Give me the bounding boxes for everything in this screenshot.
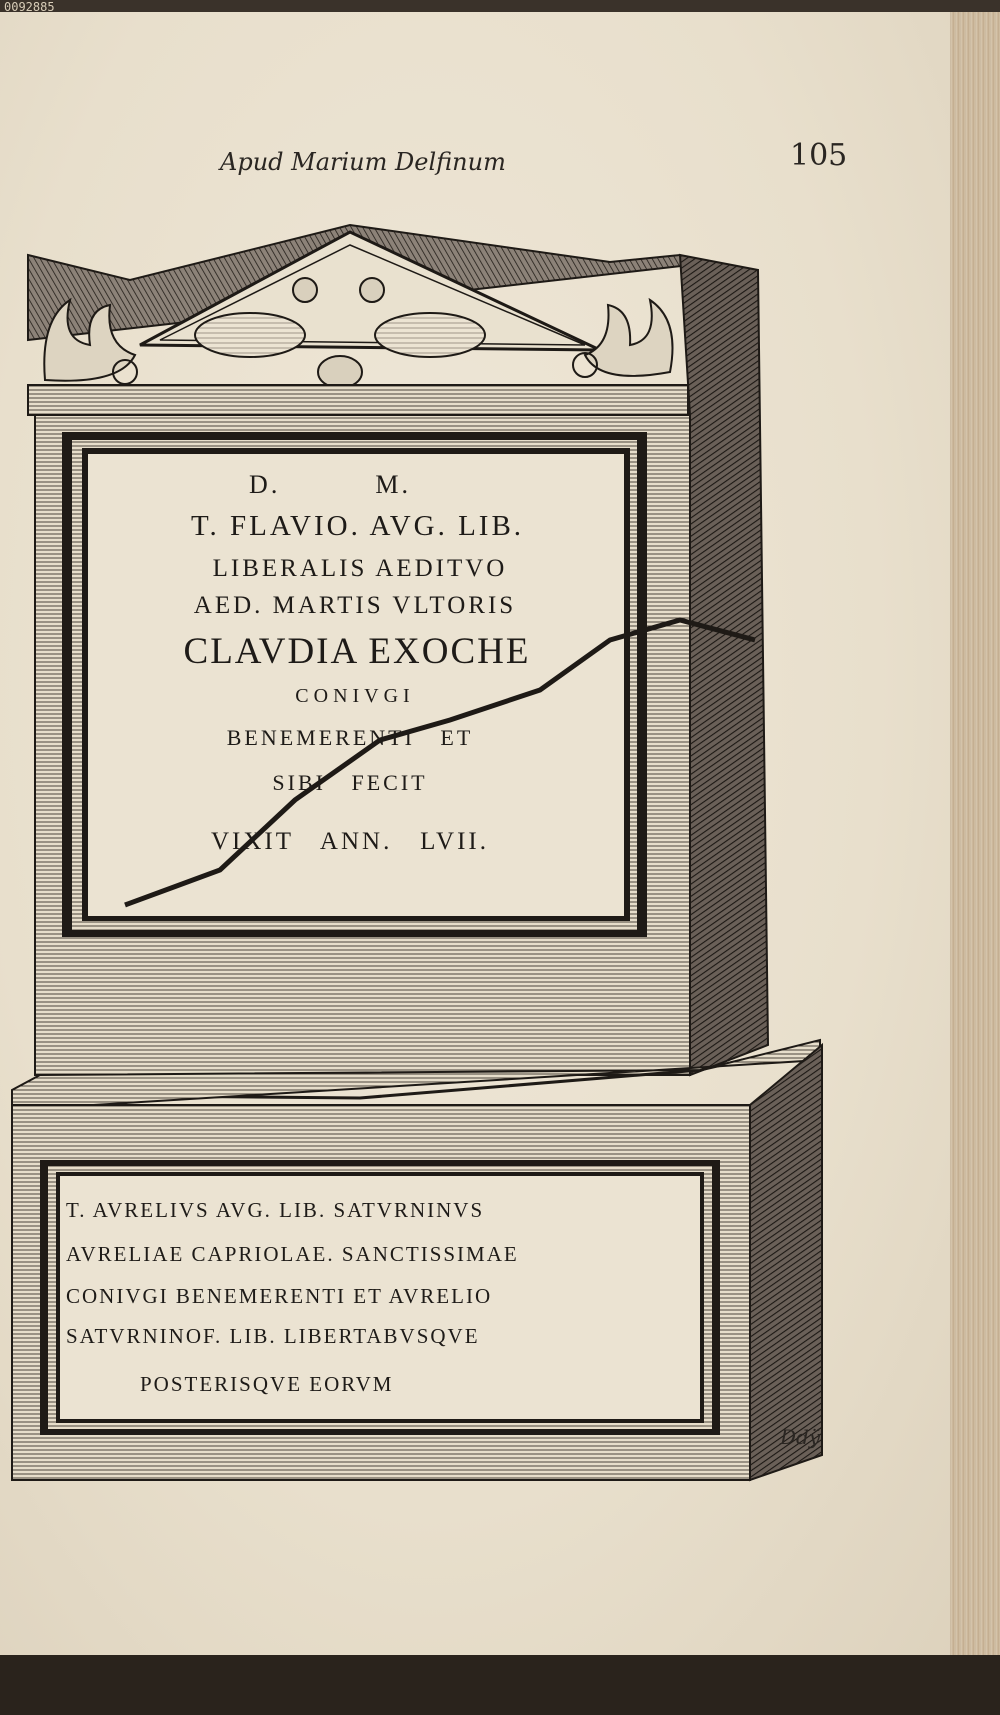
- lower-line-3: CONIVGI BENEMERENTI ET AVRELIO: [66, 1284, 493, 1308]
- signature-mark: Ddÿ: [780, 1425, 821, 1449]
- inscription-line-conivgi: CONIVGI: [295, 685, 415, 707]
- lower-line-4: SATVRNINOF. LIB. LIBERTABVSQVE: [66, 1324, 480, 1348]
- upper-block-side: [680, 255, 768, 1075]
- inscription-line-vixit: VIXIT ANN. LVII.: [210, 828, 490, 855]
- inscription-line-flavio: T. FLAVIO. AVG. LIB.: [190, 510, 525, 542]
- base-side: [750, 1045, 822, 1480]
- page-number: 105: [790, 138, 848, 173]
- running-head: Apud Marium Delfinum: [220, 148, 506, 176]
- vessel-icon: [318, 356, 362, 388]
- inscription-line-benemerenti: BENEMERENTI ET: [226, 725, 474, 750]
- catalog-id: 0092885: [4, 0, 55, 14]
- right-dove-icon: [375, 313, 485, 357]
- lower-line-1: T. AVRELIVS AVG. LIB. SATVRNINVS: [66, 1198, 485, 1222]
- pediment: [28, 225, 690, 415]
- inscription-line-claudia: CLAVDIA EXOCHE: [183, 631, 531, 672]
- lower-line-2: AVRELIAE CAPRIOLAE. SANCTISSIMAE: [66, 1242, 519, 1266]
- inscription-line-aed: AED. MARTIS VLTORIS: [193, 592, 517, 619]
- lower-line-5: POSTERISQVE EORVM: [140, 1372, 394, 1396]
- inscription-line-liberalis: LIBERALIS AEDITVO: [212, 555, 508, 582]
- left-dove-icon: [195, 313, 305, 357]
- right-palmette-icon: [573, 300, 673, 377]
- inscription-line-sibi: SIBI FECIT: [272, 770, 428, 795]
- inscription-line-dm: D. M.: [249, 470, 411, 499]
